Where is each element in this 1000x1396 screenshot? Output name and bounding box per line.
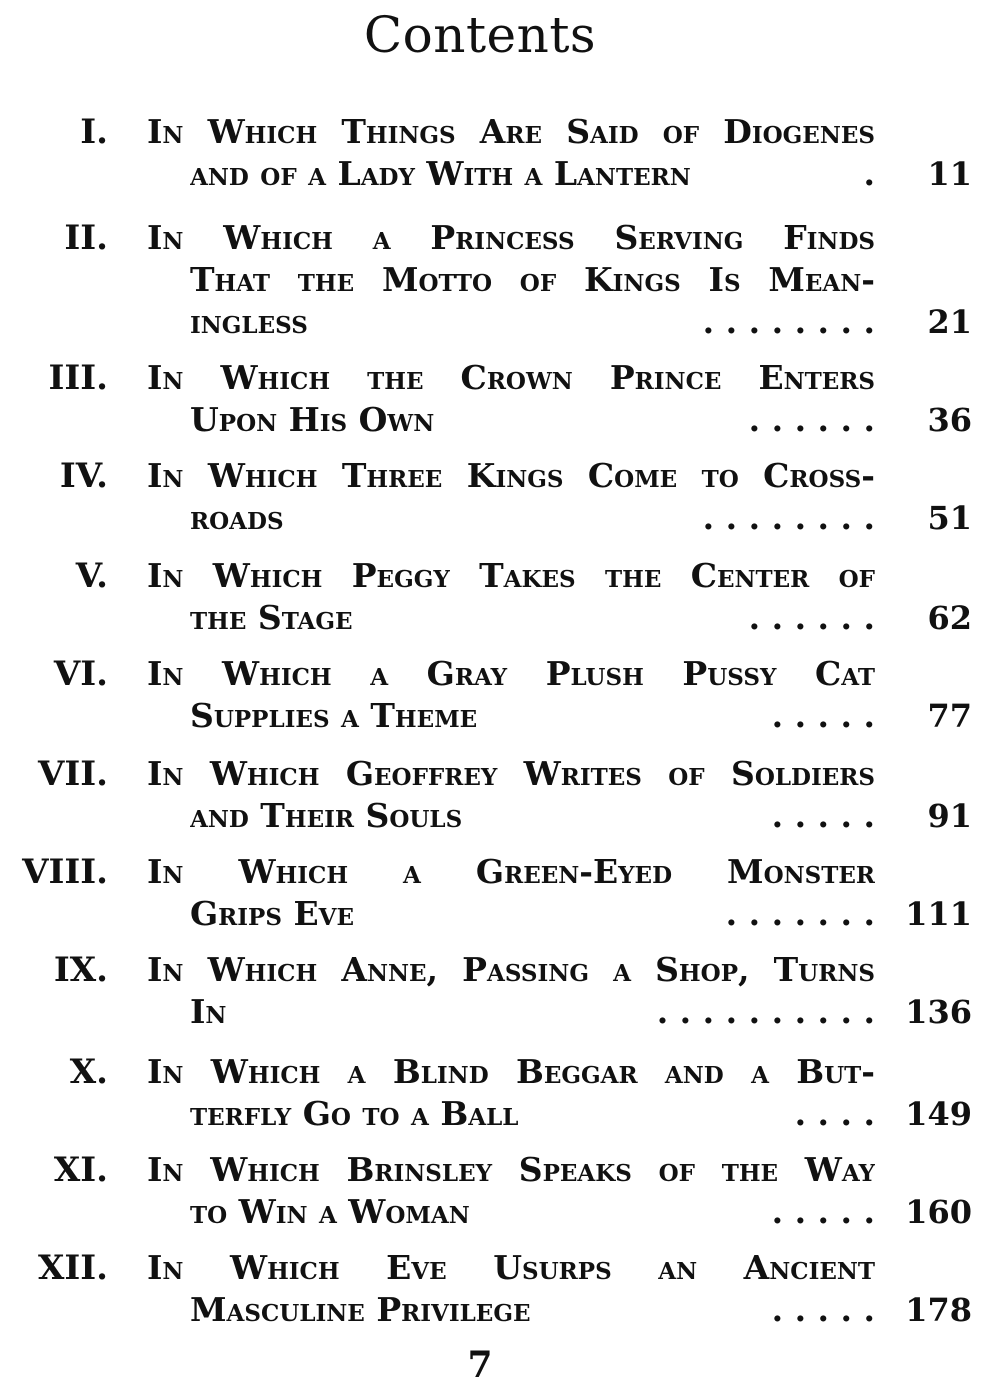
dot-leader: . bbox=[863, 154, 875, 193]
page-number: 36 bbox=[927, 401, 972, 439]
chapter-title: In Which a Princess Serving Finds bbox=[147, 218, 875, 257]
chapter-title-continued: That the Motto of Kings Is Mean- bbox=[190, 260, 875, 299]
chapter-numeral: XII. bbox=[37, 1248, 108, 1288]
chapter-title: In Which a Green-Eyed Monster bbox=[147, 852, 875, 891]
chapter-title-continued: Supplies a Theme bbox=[190, 696, 478, 735]
page-number: 11 bbox=[927, 155, 972, 193]
chapter-title: In Which Eve Usurps an Ancient bbox=[147, 1248, 875, 1287]
page-number: 91 bbox=[927, 797, 972, 835]
chapter-title: In Which Three Kings Come to Cross- bbox=[147, 456, 875, 495]
dot-leader: . . . . . . . bbox=[725, 894, 875, 933]
chapter-numeral: VIII. bbox=[22, 852, 108, 892]
chapter-title: In Which a Gray Plush Pussy Cat bbox=[147, 654, 875, 693]
dot-leader: . . . . . . . . . . bbox=[656, 992, 875, 1031]
chapter-title-continued: terfly Go to a Ball bbox=[190, 1094, 519, 1133]
dot-leader: . . . . . bbox=[771, 796, 875, 835]
chapter-title: In Which Things Are Said of Diogenes bbox=[147, 112, 875, 151]
chapter-numeral: V. bbox=[75, 556, 108, 596]
chapter-title: In Which Brinsley Speaks of the Way bbox=[147, 1150, 875, 1189]
folio-number: 7 bbox=[467, 1344, 493, 1386]
chapter-title: In Which a Blind Beggar and a But- bbox=[147, 1052, 875, 1091]
chapter-title-continued: to Win a Woman bbox=[190, 1192, 470, 1231]
page-number: 77 bbox=[927, 697, 972, 735]
dot-leader: . . . . . bbox=[771, 1192, 875, 1231]
chapter-title-continued: the Stage bbox=[190, 598, 353, 637]
dot-leader: . . . . . . bbox=[748, 598, 875, 637]
chapter-title-continued: and Their Souls bbox=[190, 796, 463, 835]
dot-leader: . . . . . . . . bbox=[702, 498, 875, 537]
chapter-title-continued: Grips Eve bbox=[190, 894, 354, 933]
chapter-numeral: VII. bbox=[37, 754, 108, 794]
chapter-title-continued: Masculine Privilege bbox=[190, 1290, 531, 1329]
chapter-numeral: X. bbox=[69, 1052, 108, 1092]
chapter-numeral: II. bbox=[64, 218, 108, 258]
chapter-title-continued: and of a Lady With a Lantern bbox=[190, 154, 691, 193]
dot-leader: . . . . . bbox=[771, 696, 875, 735]
page-number: 136 bbox=[905, 993, 972, 1031]
dot-leader: . . . . . . . . bbox=[702, 302, 875, 341]
page-number: 111 bbox=[905, 895, 972, 933]
chapter-title-continued: Upon His Own bbox=[190, 400, 435, 439]
page-number: 21 bbox=[927, 303, 972, 341]
chapter-title: In Which the Crown Prince Enters bbox=[147, 358, 875, 397]
dot-leader: . . . . . bbox=[771, 1290, 875, 1329]
chapter-numeral: IV. bbox=[59, 456, 108, 496]
dot-leader: . . . . bbox=[794, 1094, 875, 1133]
chapter-numeral: IX. bbox=[53, 950, 108, 990]
chapter-title: In Which Peggy Takes the Center of bbox=[147, 556, 875, 595]
chapter-title: In Which Geoffrey Writes of Soldiers bbox=[147, 754, 875, 793]
page-number: 51 bbox=[927, 499, 972, 537]
dot-leader: . . . . . . bbox=[748, 400, 875, 439]
page-number: 178 bbox=[905, 1291, 972, 1329]
page-number: 160 bbox=[905, 1193, 972, 1231]
chapter-title-continued: In bbox=[190, 992, 227, 1031]
page-title: Contents bbox=[363, 6, 597, 64]
chapter-numeral: VI. bbox=[53, 654, 108, 694]
chapter-numeral: III. bbox=[48, 358, 108, 398]
chapter-numeral: I. bbox=[80, 112, 108, 152]
page-number: 149 bbox=[905, 1095, 972, 1133]
chapter-title-continued: roads bbox=[190, 498, 284, 537]
chapter-numeral: XI. bbox=[53, 1150, 108, 1190]
page-number: 62 bbox=[927, 599, 972, 637]
chapter-title: In Which Anne, Passing a Shop, Turns bbox=[147, 950, 875, 989]
chapter-title-continued: ingless bbox=[190, 302, 308, 341]
